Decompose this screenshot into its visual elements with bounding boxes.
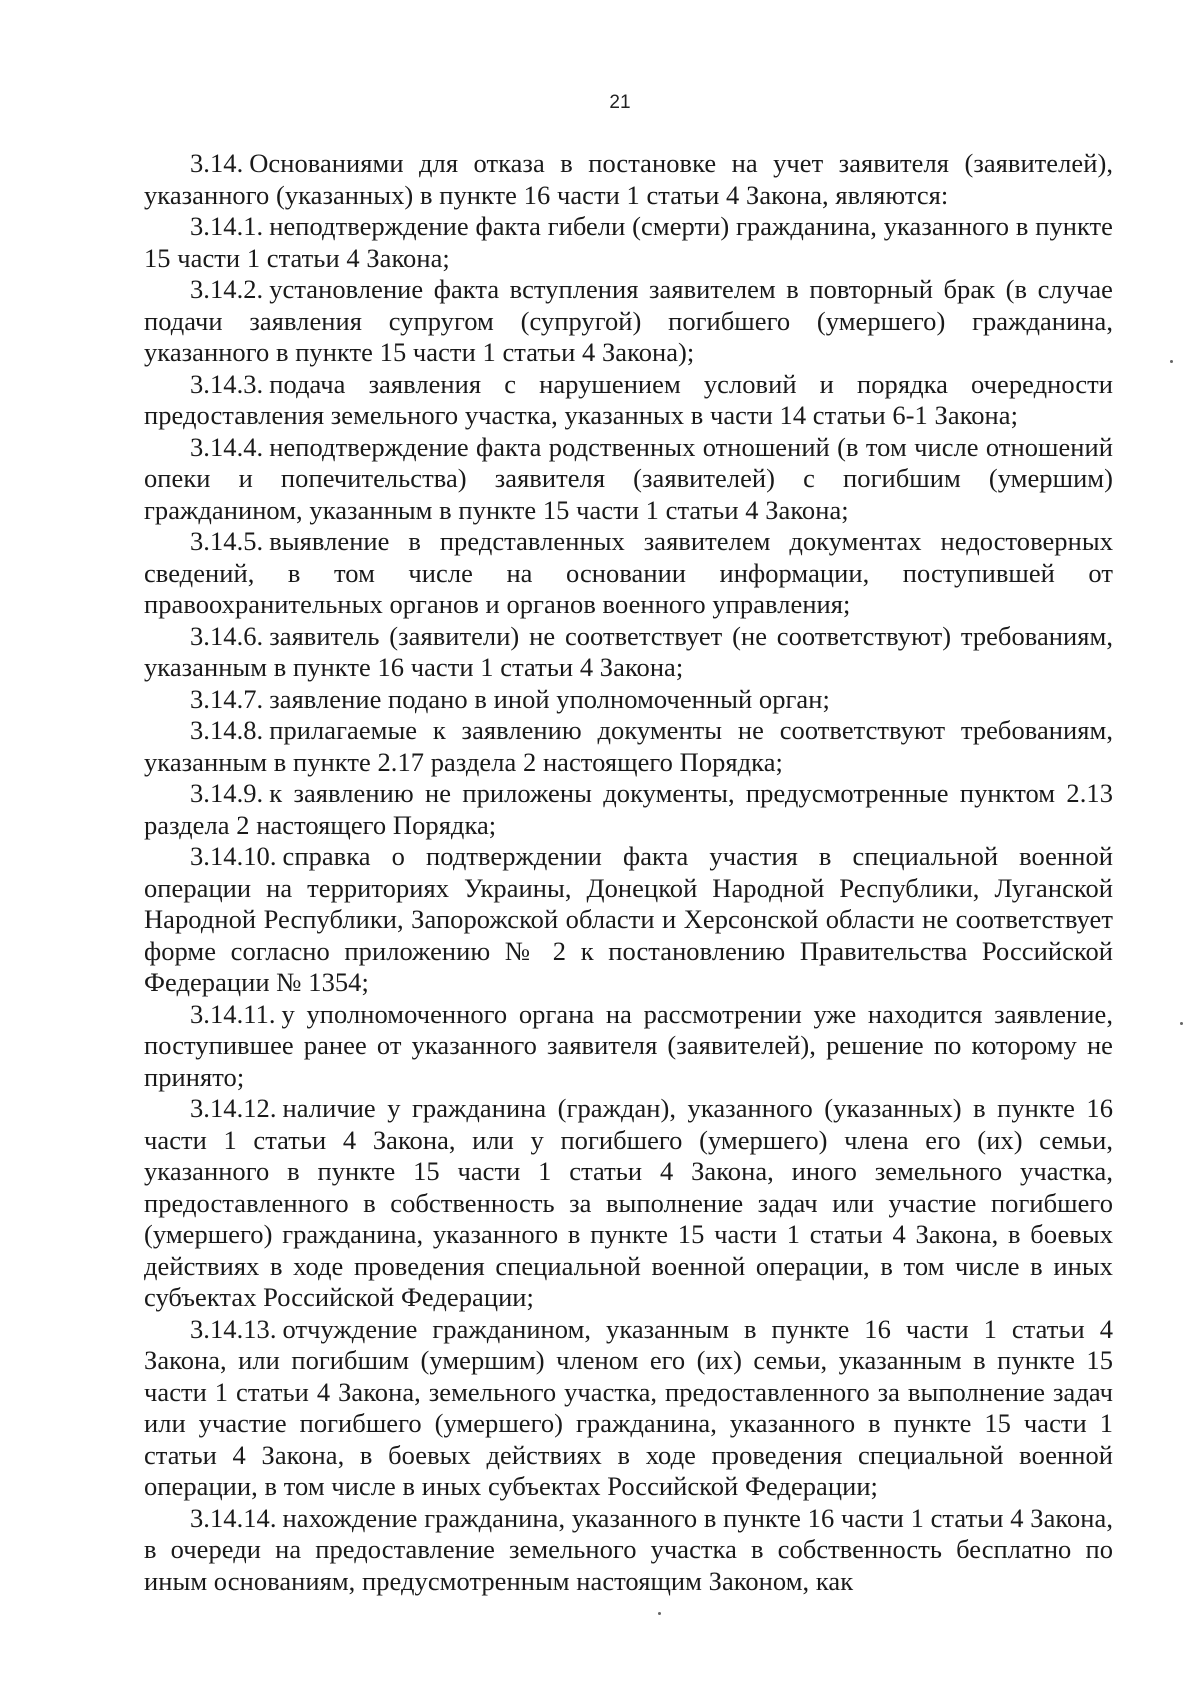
paragraph-3-14-1: [144, 211, 1113, 274]
clause-number: 3.14.: [190, 148, 244, 178]
clause-number: 3.14.1.: [190, 211, 264, 241]
clause-number: 3.14.4.: [190, 431, 264, 462]
clause-number: 3.14.9.: [190, 778, 264, 808]
clause-text: установление факта вступления заявителем в повторный брак (в случае подачи заявления супругом (супругой) погибшего (умершего) гражданина, указанного в пункте 15 части 1 статьи 4 Закона);: [144, 274, 1113, 367]
scan-speck: [1170, 360, 1173, 363]
clause-text: заявление подано в иной уполномоченный орган;: [269, 683, 830, 714]
paragraph-3-14-7: [144, 684, 1113, 716]
clause-number: 3.14.14.: [190, 1502, 277, 1533]
clause-text: прилагаемые к заявлению документы не соответствуют требованиям, указанным в пункте 2.17 раздела 2 настоящего Порядка;: [144, 715, 1113, 777]
paragraph-3-14-12: [144, 1093, 1113, 1314]
clause-number: 3.14.12.: [190, 1093, 277, 1123]
clause-number: 3.14.11.: [190, 998, 276, 1029]
clause-text: отчуждение гражданином, указанным в пункте 16 части 1 статьи 4 Закона, или погибшим (умершим) членом его (их) семьи, указанным в пункте 15 части 1 статьи 4 Закона, земельного участка, предоставленного за выполнение задач или участие погибшего (умершего) гражданина, указанного в пункте 15 части 1 статьи 4 Закона, в боевых действиях в ходе проведения специальной военной операции, в том числе в иных субъектах Российской Федерации;: [144, 1313, 1113, 1501]
clause-number: 3.14.5.: [190, 526, 264, 556]
paragraph-3-14-8: [144, 715, 1113, 778]
paragraph-3-14-6: [144, 621, 1113, 684]
clause-text: нахождение гражданина, указанного в пункте 16 части 1 статьи 4 Закона, в очереди на предоставление земельного участка в собственность бесплатно по иным основаниям, предусмотренным настоящим Законом, как: [144, 1502, 1113, 1596]
clause-number: 3.14.2.: [190, 274, 264, 304]
document-body: [144, 148, 1113, 1597]
paragraph-3-14-14: [144, 1503, 1113, 1598]
clause-text: неподтверждение факта родственных отношений (в том числе отношений опеки и попечительства) заявителя (заявителей) с погибшим (умершим) гражданином, указанным в пункте 15 части 1 статьи 4 Закона;: [144, 431, 1113, 525]
clause-number: 3.14.13.: [190, 1313, 277, 1344]
clause-number: 3.14.10.: [190, 841, 277, 871]
paragraph-3-14-2: [144, 274, 1113, 369]
clause-text: справка о подтверждении факта участия в специальной военной операции на территориях Украины, Донецкой Народной Республики, Луганской Народной Республики, Запорожской области и Херсонской области не соответствует форме согласно приложению № 2 к постановлению Правительства Российской Федерации № 1354;: [144, 841, 1113, 997]
page-number: 21: [609, 92, 631, 113]
clause-text: наличие у гражданина (граждан), указанного (указанных) в пункте 16 части 1 статьи 4 Закона, или у погибшего (умершего) члена его (их) семьи, указанного в пункте 15 части 1 статьи 4 Закона, иного земельного участка, предоставленного в собственность за выполнение задач или участие погибшего (умершего) гражданина, указанного в пункте 15 части 1 статьи 4 Закона, в боевых действиях в ходе проведения специальной военной операции, в том числе в иных субъектах Российской Федерации;: [144, 1093, 1113, 1312]
clause-text: Основаниями для отказа в постановке на учет заявителя (заявителей), указанного (указанных) в пункте 16 части 1 статьи 4 Закона, являются:: [144, 148, 1113, 210]
paragraph-3-14-13: [144, 1314, 1113, 1503]
paragraph-3-14-11: [144, 999, 1113, 1094]
paragraph-3-14-9: [144, 778, 1113, 841]
clause-text: к заявлению не приложены документы, предусмотренные пунктом 2.13 раздела 2 настоящего Порядка;: [144, 778, 1113, 840]
paragraph-3-14-4: [144, 432, 1113, 527]
clause-text: выявление в представленных заявителем документах недостоверных сведений, в том числе на основании информации, поступившей от правоохранительных органов и органов военного управления;: [144, 526, 1113, 619]
paragraph-3-14: [144, 148, 1113, 211]
scan-speck: [658, 1612, 661, 1615]
paragraph-3-14-10: [144, 841, 1113, 999]
clause-text: заявитель (заявители) не соответствует (не соответствуют) требованиям, указанным в пункте 16 части 1 статьи 4 Закона;: [144, 620, 1113, 682]
clause-number: 3.14.8.: [190, 715, 264, 745]
paragraph-3-14-3: [144, 369, 1113, 432]
scan-speck: [1180, 1022, 1183, 1025]
clause-text: у уполномоченного органа на рассмотрении уже находится заявление, поступившее ранее от указанного заявителя (заявителей), решение по которому не принято;: [144, 998, 1113, 1092]
clause-text: подача заявления с нарушением условий и порядка очередности предоставления земельного участка, указанных в части 14 статьи 6-1 Закона;: [144, 368, 1113, 430]
clause-number: 3.14.6.: [190, 620, 264, 651]
clause-number: 3.14.3.: [190, 368, 264, 399]
clause-number: 3.14.7.: [190, 683, 264, 714]
paragraph-3-14-5: [144, 526, 1113, 621]
clause-text: неподтверждение факта гибели (смерти) гражданина, указанного в пункте 15 части 1 статьи 4 Закона;: [144, 211, 1113, 273]
